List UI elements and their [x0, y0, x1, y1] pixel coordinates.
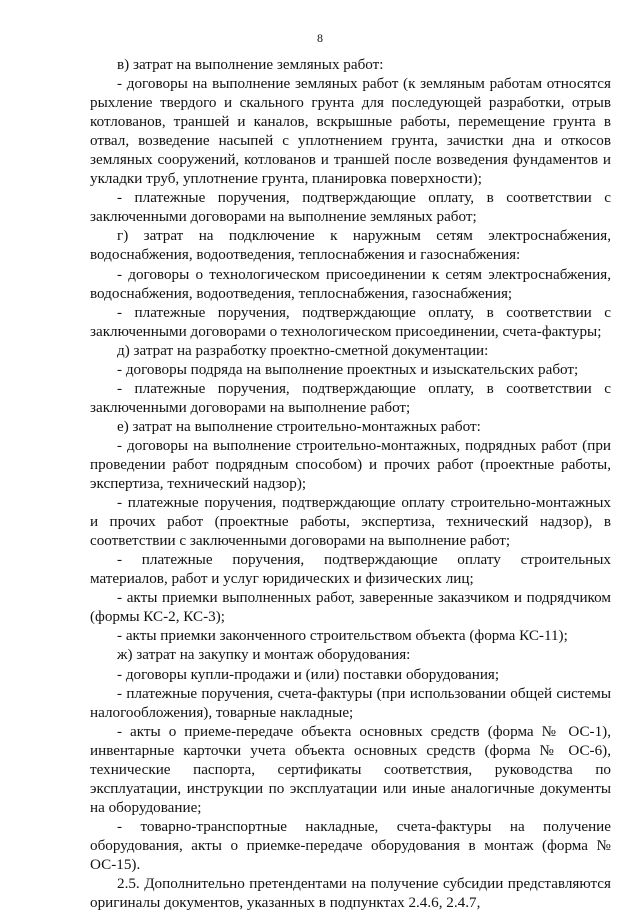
document-body: [90, 55, 611, 912]
list-item: - акты о приеме-передаче объекта основных средств (форма № ОС-1), инвентарные карточки учета объекта основных средств (форма № ОС-6), технические паспорта, сертификаты соответствия, руководства по эксплуатации, инструкции по эксплуатации или иные аналогичные документы на оборудование;: [90, 722, 611, 816]
list-item: - договоры подряда на выполнение проектных и изыскательских работ;: [117, 360, 579, 378]
list-item: - платежные поручения, подтверждающие оплату, в соответствии с заключенными договорами на выполнение работ;: [90, 379, 611, 416]
list-item: - договоры о технологическом присоединении к сетям электроснабжения, водоснабжения, водоотведения, теплоснабжения, газоснабжения;: [90, 265, 611, 302]
page-number: 8: [317, 31, 323, 45]
list-item: - договоры на выполнение строительно-монтажных, подрядных работ (при проведении работ подрядным способом) и прочих работ (проектные работы, экспертиза, технический надзор);: [90, 436, 611, 493]
section-heading-d: д) затрат на разработку проектно-сметной документации:: [117, 341, 489, 359]
list-item: - договоры купли-продажи и (или) поставки оборудования;: [117, 665, 500, 683]
list-item: - договоры на выполнение земляных работ (к земляным работам относятся рыхление твердого и скального грунта для последующей разработки, отрыв котлованов, траншей и каналов, вскрышные работы, перемещение грунта в отвал, возведение насыпей с уплотнением грунта, зачистки дна и откосов земляных сооружений, котлованов и траншей после возведения фундаментов и укладки труб, уплотнение грунта, планировка поверхности);: [90, 75, 611, 188]
list-item: - платежные поручения, подтверждающие оплату строительных материалов, работ и услуг юридических и физических лиц;: [90, 551, 611, 588]
section-heading-zh: ж) затрат на закупку и монтаж оборудования:: [117, 646, 411, 664]
list-item: - акты приемки выполненных работ, заверенные заказчиком и подрядчиком (формы КС-2, КС-3);: [90, 589, 611, 626]
list-item: - платежные поручения, подтверждающие оплату строительно-монтажных и прочих работ (проектные работы, экспертиза, технический надзор), в соответствии с заключенными договорами на выполнение работ;: [90, 494, 611, 550]
list-item: - акты приемки законченного строительством объекта (форма КС-11);: [117, 627, 568, 645]
clause-2-5: 2.5. Дополнительно претендентами на получение субсидии представляются оригиналы документов, указанных в подпунктах 2.4.6, 2.4.7,: [90, 875, 611, 912]
list-item: - платежные поручения, подтверждающие оплату, в соответствии с заключенными договорами на выполнение земляных работ;: [90, 189, 611, 226]
section-heading-v: в) затрат на выполнение земляных работ:: [117, 56, 384, 73]
section-heading-g: г) затрат на подключение к наружным сетям электроснабжения, водоснабжения, водоотведения, теплоснабжения и газоснабжения:: [90, 227, 611, 264]
list-item: - платежные поручения, счета-фактуры (при использовании общей системы налогообложения), товарные накладные;: [90, 684, 611, 721]
list-item: - товарно-транспортные накладные, счета-фактуры на получение оборудования, акты о приемке-передаче оборудования в монтаж (форма № ОС-15).: [90, 817, 611, 873]
list-item: - платежные поручения, подтверждающие оплату, в соответствии с заключенными договорами о технологическом присоединении, счета-фактуры;: [90, 303, 611, 340]
section-heading-e: е) затрат на выполнение строительно-монтажных работ:: [117, 417, 481, 435]
